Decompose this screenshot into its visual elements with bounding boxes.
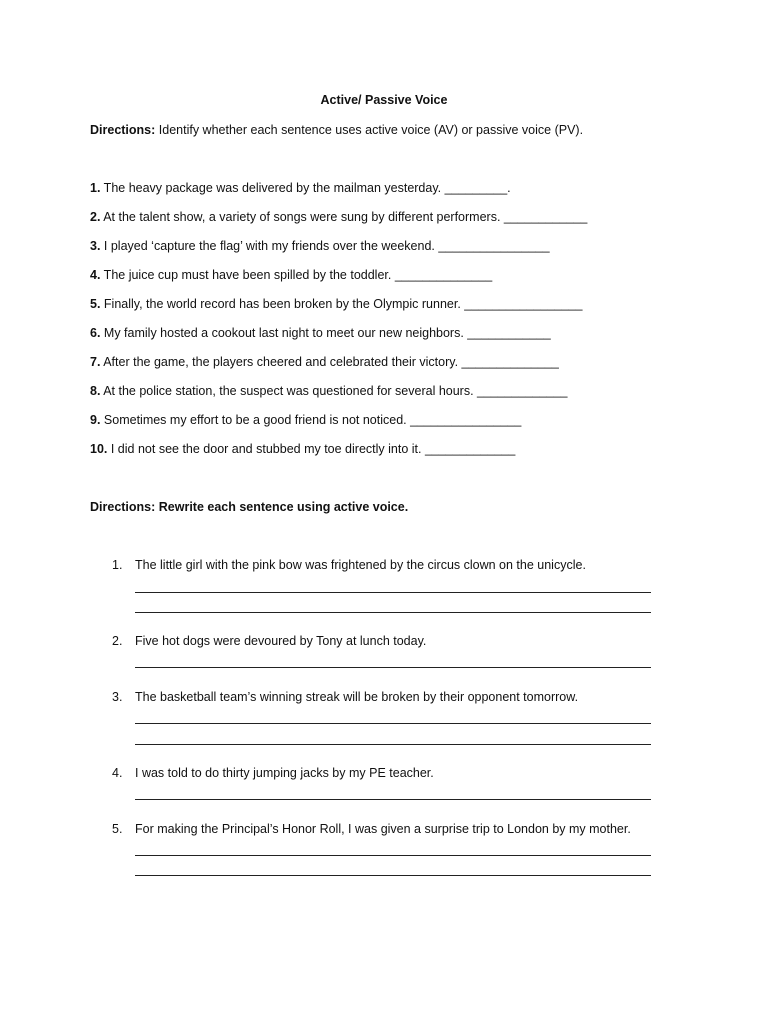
list-item [90, 326, 551, 340]
list-item [90, 210, 587, 224]
directions-label: Directions: [90, 123, 156, 137]
answer-line[interactable] [135, 592, 651, 593]
item-text: I was told to do thirty jumping jacks by my PE teacher. [135, 766, 434, 780]
item-number: 1. [90, 181, 101, 195]
item-text: I did not see the door and stubbed my toe directly into it. _____________ [107, 442, 516, 456]
item-text: Sometimes my effort to be a good friend is not noticed. ________________ [100, 413, 522, 427]
directions-text: Identify whether each sentence uses active voice (AV) or passive voice (PV). [155, 123, 584, 137]
page-title: Active/ Passive Voice [320, 93, 448, 107]
answer-line[interactable] [135, 723, 651, 724]
item-number: 3. [90, 239, 101, 253]
list-item [90, 355, 559, 369]
item-text: The basketball team’s winning streak will be broken by their opponent tomorrow. [135, 690, 579, 704]
item-text: My family hosted a cookout last night to meet our new neighbors. ____________ [100, 326, 551, 340]
list-item [90, 239, 550, 253]
item-number: 2. [112, 634, 123, 648]
answer-line[interactable] [135, 799, 651, 800]
item-number: 5. [90, 297, 101, 311]
item-text: The juice cup must have been spilled by the toddler. ______________ [100, 268, 493, 282]
item-text: The heavy package was delivered by the mailman yesterday. _________. [100, 181, 511, 195]
answer-line[interactable] [135, 855, 651, 856]
list-item [90, 442, 515, 456]
answer-line[interactable] [135, 612, 651, 613]
item-number: 4. [90, 268, 101, 282]
item-text: For making the Principal’s Honor Roll, I was given a surprise trip to London by my mother. [135, 822, 631, 836]
item-number: 3. [112, 690, 123, 704]
item-number: 5. [112, 822, 123, 836]
item-text: After the game, the players cheered and celebrated their victory. ______________ [100, 355, 559, 369]
answer-line[interactable] [135, 667, 651, 668]
list-item [90, 413, 521, 427]
item-text: The little girl with the pink bow was frightened by the circus clown on the unicycle. [135, 558, 586, 572]
item-number: 6. [90, 326, 101, 340]
answer-line[interactable] [135, 744, 651, 745]
part1-directions [90, 123, 583, 137]
item-number: 8. [90, 384, 101, 398]
item-text: At the police station, the suspect was questioned for several hours. _____________ [100, 384, 568, 398]
item-text: I played ‘capture the flag’ with my friends over the weekend. ________________ [100, 239, 550, 253]
list-item [90, 181, 511, 195]
item-number: 2. [90, 210, 101, 224]
item-number: 7. [90, 355, 101, 369]
item-number: 9. [90, 413, 101, 427]
item-text: At the talent show, a variety of songs were sung by different performers. ____________ [100, 210, 588, 224]
item-number: 4. [112, 766, 123, 780]
list-item [90, 268, 492, 282]
item-number: 10. [90, 442, 108, 456]
answer-line[interactable] [135, 875, 651, 876]
item-number: 1. [112, 558, 123, 572]
list-item [90, 297, 582, 311]
item-text: Finally, the world record has been broken by the Olympic runner. _________________ [100, 297, 583, 311]
list-item [90, 384, 567, 398]
item-text: Five hot dogs were devoured by Tony at lunch today. [135, 634, 427, 648]
part2-directions: Directions: Rewrite each sentence using active voice. [90, 500, 409, 514]
